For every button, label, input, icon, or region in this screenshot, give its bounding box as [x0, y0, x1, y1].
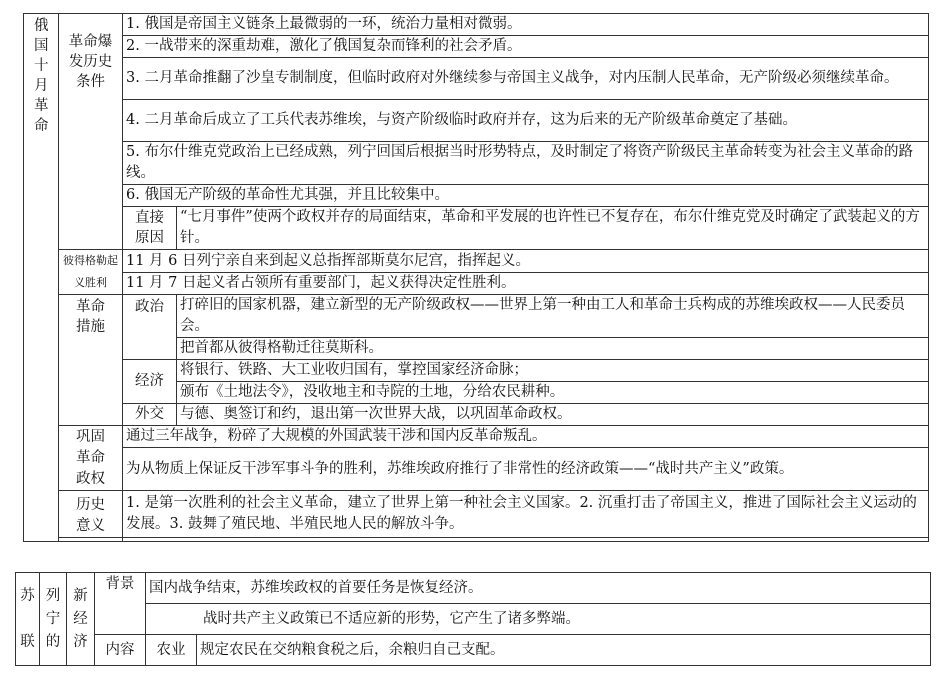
condition-item: 4. 二月革命后成立了工兵代表苏维埃，与资产阶级临时政府并存，这为后来的无产阶级革命奠定了基础。	[123, 100, 929, 142]
agriculture-text: 规定农民在交纳粮食税之后，余粮归自己支配。	[197, 635, 931, 666]
table-row	[16, 604, 931, 635]
main-heading: 俄国十月革命	[24, 14, 59, 542]
conditions-label: 革命爆发历史条件	[59, 14, 123, 250]
measures-label: 革命措施	[59, 295, 123, 426]
content-label: 内容	[95, 635, 146, 666]
significance-text: 1. 是第一次胜利的社会主义革命，建立了世界上第一种社会主义国家。2. 沉重打击了帝国主义，推进了国际社会主义运动的发展。3. 鼓舞了殖民地、半殖民地人民的解放斗争。	[123, 491, 929, 538]
background-item: 战时共产主义政策已不适应新的形势，它产生了诸多弊端。	[146, 604, 931, 635]
table-row	[24, 14, 929, 36]
table-row	[24, 295, 929, 338]
table-row	[24, 404, 929, 426]
table-row	[24, 142, 929, 185]
table-row	[24, 100, 929, 142]
condition-item: 2. 一战带来的深重劫难，激化了俄国复杂而锋利的社会矛盾。	[123, 36, 929, 58]
table-row	[24, 448, 929, 491]
table-row	[24, 491, 929, 538]
table-row	[16, 635, 931, 666]
condition-item: 3. 二月革命推翻了沙皇专制制度，但临时政府对外继续参与帝国主义战争，对内压制人民革命，无产阶级必须继续革命。	[123, 58, 929, 100]
background-item: 国内战争结束，苏维埃政权的首要任务是恢复经济。	[146, 573, 931, 604]
agriculture-label: 农业	[146, 635, 197, 666]
consolidate-label: 巩固革命政权	[59, 426, 123, 491]
economy-item: 颁布《土地法令》，没收地主和寺院的土地，分给农民耕种。	[177, 382, 929, 404]
uprising-victory-label: 彼得格勒起义胜利	[59, 250, 123, 295]
diplomacy-label: 外交	[123, 404, 177, 426]
table-row	[24, 36, 929, 58]
consolidate-item: 通过三年战争，粉碎了大规模的外国武装干涉和国内反革命叛乱。	[123, 426, 929, 448]
politics-item: 打碎旧的国家机器，建立新型的无产阶级政权——世界上第一种由工人和革命士兵构成的苏维埃政权——人民委员会。	[177, 295, 929, 338]
politics-item: 把首都从彼得格勒迁往莫斯科。	[177, 338, 929, 360]
table-row	[24, 360, 929, 382]
direct-cause-text: “七月事件”使两个政权并存的局面结束，革命和平发展的也许性已不复存在，布尔什维克党及时确定了武装起义的方针。	[177, 207, 929, 250]
table-row	[16, 573, 931, 604]
table-row	[24, 538, 929, 542]
consolidate-item: 为从物质上保证反干涉军事斗争的胜利，苏维埃政府推行了非常性的经济政策——“战时共产主义”政策。	[123, 448, 929, 491]
diplomacy-text: 与德、奥签订和约，退出第一次世界大战，以巩固革命政权。	[177, 404, 929, 426]
significance-label: 历史意义	[59, 491, 123, 538]
table-row	[24, 207, 929, 250]
politics-label: 政治	[123, 295, 177, 360]
soviet-union-label: 苏联	[16, 573, 40, 666]
condition-item: 5. 布尔什维克党政治上已经成熟，列宁回国后根据当时形势特点，及时制定了将资产阶级民主革命转变为社会主义革命的路线。	[123, 142, 929, 185]
lenin-label: 列宁的	[40, 573, 67, 666]
nep-label: 新经济	[67, 573, 95, 666]
economy-item: 将银行、铁路、大工业收归国有，掌控国家经济命脉；	[177, 360, 929, 382]
condition-item: 6. 俄国无产阶级的革命性尤其强，并且比较集中。	[123, 185, 929, 207]
table-row	[24, 426, 929, 448]
table-row	[24, 58, 929, 100]
victory-line: 11 月 7 日起义者占领所有重要部门，起义获得决定性胜利。	[126, 274, 516, 291]
table-row	[24, 250, 929, 295]
nep-table	[15, 572, 931, 666]
background-label: 背景	[95, 573, 146, 635]
condition-item: 1. 俄国是帝国主义链条上最微弱的一环，统治力量相对微弱。	[123, 14, 929, 36]
table-row	[24, 185, 929, 207]
direct-cause-label: 直接原因	[123, 207, 177, 250]
victory-line: 11 月 6 日列宁亲自来到起义总指挥部斯莫尔尼宫，指挥起义。	[123, 251, 928, 273]
economy-label: 经济	[123, 360, 177, 404]
october-revolution-table	[23, 13, 929, 542]
